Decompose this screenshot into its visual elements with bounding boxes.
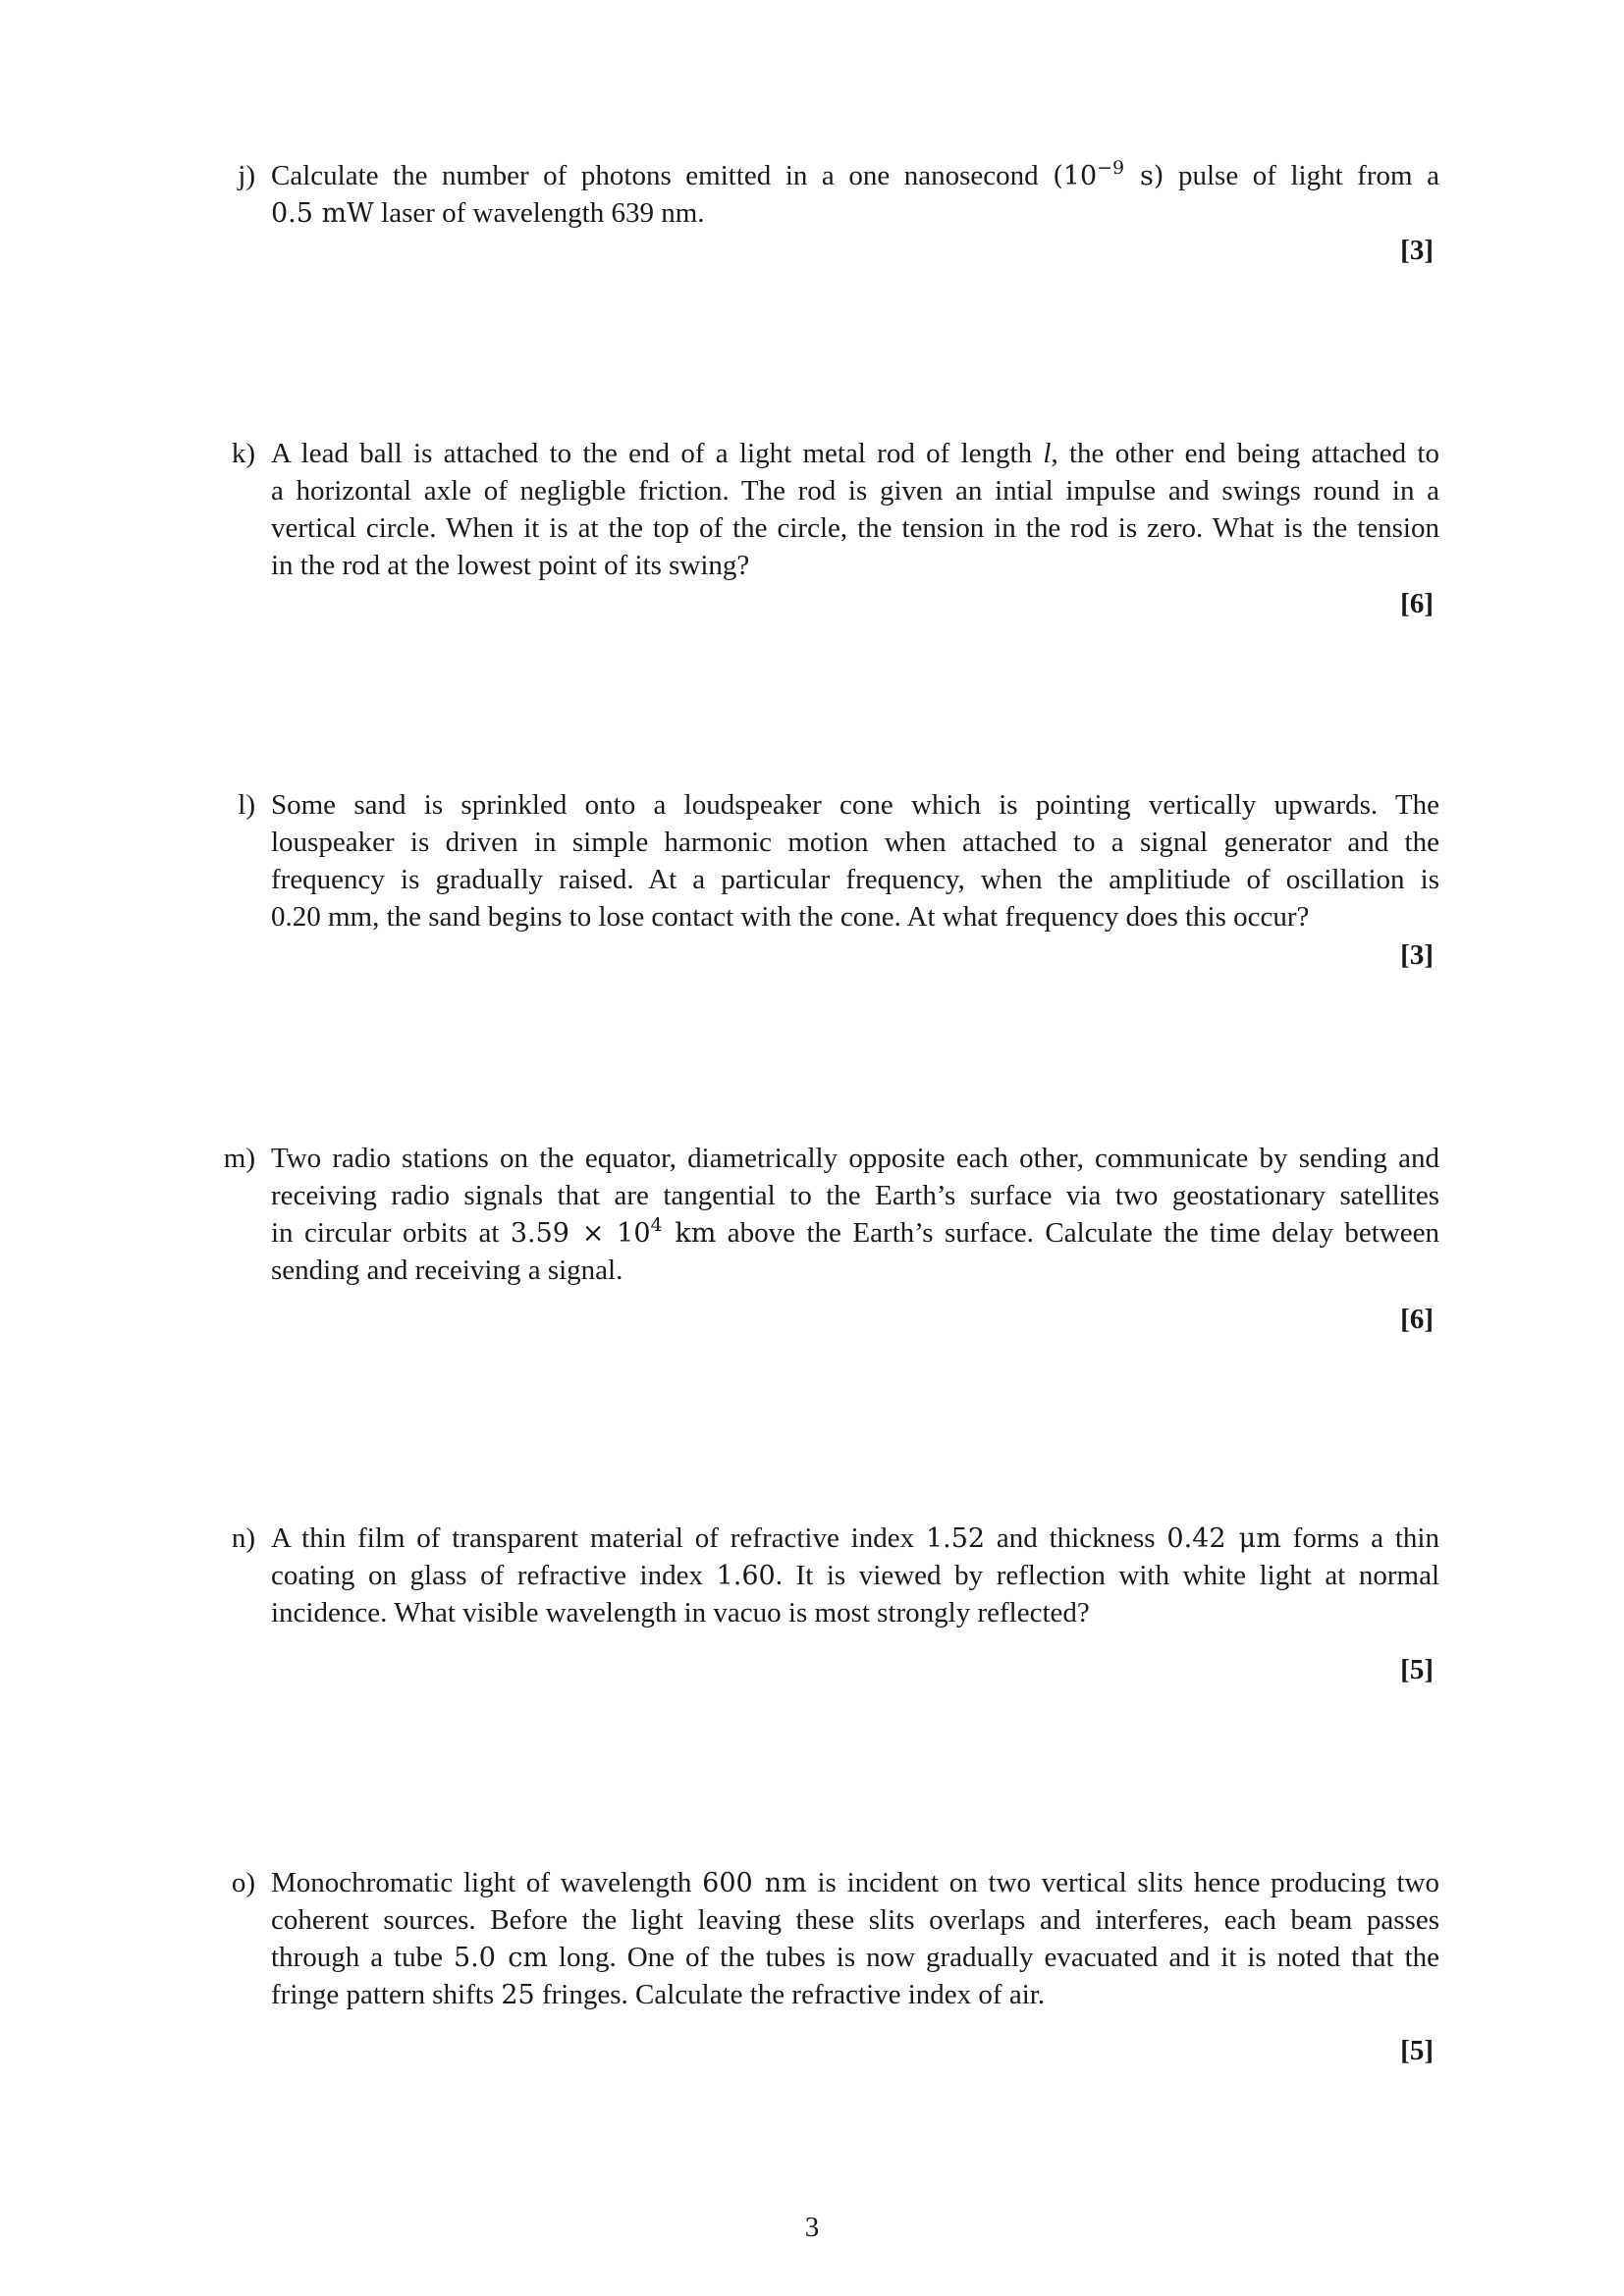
marks-allocation: [5] <box>1400 2035 1434 2066</box>
question-text <box>271 1864 1439 2013</box>
question-line: Calculate the number of photons emitted in a one nanosecond ($10^{-9}$ s) pulse of light from a <box>271 157 1439 191</box>
question-line: Two radio stations on the equator, diametrically opposite each other, communicate by sending and <box>271 1143 1439 1174</box>
marks-allocation: [3] <box>1400 235 1434 266</box>
marks-allocation: [3] <box>1400 939 1434 971</box>
question-line: in circular orbits at $3.59 \times 10^4$ km above the Earth’s surface. Calculate the time delay between <box>271 1214 1440 1249</box>
question-text <box>271 157 1439 232</box>
question-line: Monochromatic light of wavelength 600 nm is incident on two vertical slits hence producing two <box>271 1867 1439 1898</box>
question-line: a horizontal axle of negligble friction. The rod is given an intial impulse and swings round in a <box>271 475 1439 507</box>
question-label: j) <box>238 160 255 191</box>
question-line: 0.20 mm, the sand begins to lose contact with the cone. At what frequency does this occur? <box>271 901 1310 933</box>
question-text <box>271 1140 1439 1289</box>
question-line: Some sand is sprinkled onto a loudspeaker cone which is pointing vertically upwards. The <box>271 789 1439 821</box>
question-line: 0.5 mW laser of wavelength 639 nm. <box>271 197 705 229</box>
question-line: in the rod at the lowest point of its swing? <box>271 550 750 581</box>
question-line: fringe pattern shifts 25 fringes. Calculate the refractive index of air. <box>271 1979 1046 2010</box>
question-line: coherent sources. Before the light leaving these slits overlaps and interferes, each beam passes <box>271 1904 1439 1936</box>
question-label: l) <box>238 789 255 821</box>
question-line: A lead ball is attached to the end of a light metal rod of length l, the other end being attached to <box>271 438 1439 469</box>
page-number: 3 <box>804 2212 820 2243</box>
question-line: sending and receiving a signal. <box>271 1255 623 1286</box>
marks-allocation: [6] <box>1400 588 1434 619</box>
question-text <box>271 435 1439 584</box>
question-line: incidence. What visible wavelength in vacuo is most strongly reflected? <box>271 1597 1090 1629</box>
marks-allocation: [5] <box>1400 1654 1434 1685</box>
question-line: receiving radio signals that are tangential to the Earth’s surface via two geostationary satellites <box>271 1180 1439 1211</box>
question-line: frequency is gradually raised. At a particular frequency, when the amplitiude of oscillation is <box>271 864 1439 895</box>
question-label: n) <box>231 1522 255 1554</box>
question-label: o) <box>231 1867 255 1898</box>
question-line: coating on glass of refractive index 1.60. It is viewed by reflection with white light at normal <box>271 1560 1440 1591</box>
question-label: k) <box>231 438 255 469</box>
question-line: through a tube 5.0 cm long. One of the tubes is now gradually evacuated and it is noted that the <box>271 1942 1440 1973</box>
question-line: A thin film of transparent material of refractive index 1.52 and thickness 0.42 μm forms a thin <box>271 1522 1439 1554</box>
marks-allocation: [6] <box>1400 1304 1434 1335</box>
question-text <box>271 1520 1439 1631</box>
question-line: louspeaker is driven in simple harmonic motion when attached to a signal generator and the <box>271 827 1439 858</box>
question-label: m) <box>223 1143 255 1174</box>
question-line: vertical circle. When it is at the top of the circle, the tension in the rod is zero. What is the tension <box>271 512 1439 544</box>
question-text <box>271 786 1439 935</box>
